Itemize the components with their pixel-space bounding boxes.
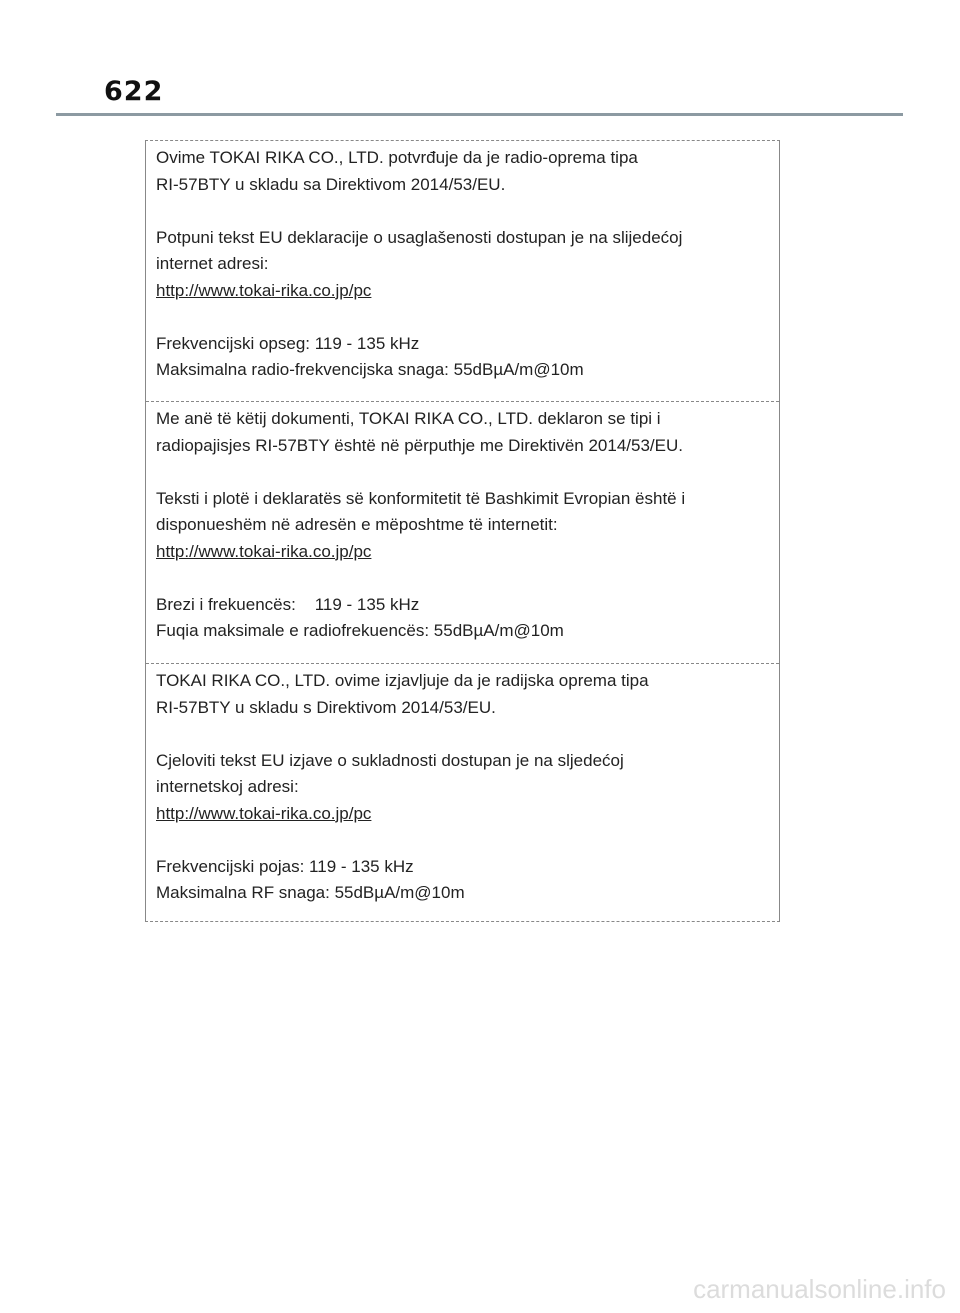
paragraph-gap [156,304,769,331]
max-power: Fuqia maksimale e radiofrekuencës: 55dBµA/m@10m [156,621,564,640]
intro-line: RI-57BTY u skladu s Direktivom 2014/53/EU. [156,697,496,717]
declaration-section-albanian [146,402,779,664]
intro-line: RI-57BTY u skladu sa Direktivom 2014/53/EU. [156,174,506,194]
frequency-range: Brezi i frekuencës: 119 - 135 kHz [156,594,420,614]
frequency-range: Frekvencijski pojas: 119 - 135 kHz [156,856,414,876]
full-text-line: internet adresi: [156,254,269,273]
paragraph-gap [156,198,769,225]
max-power: Maksimalna radio-frekvencijska snaga: 55dBµA/m@10m [156,360,584,379]
intro-line: TOKAI RIKA CO., LTD. ovime izjavljuje da je radijska oprema tipa [156,671,649,690]
frequency-range: Frekvencijski opseg: 119 - 135 kHz [156,333,420,353]
intro-line-justified [156,145,747,172]
declaration-url-link[interactable]: http://www.tokai-rika.co.jp/pc [156,803,372,823]
declaration-url-link[interactable]: http://www.tokai-rika.co.jp/pc [156,280,372,300]
paragraph-gap [156,827,769,854]
full-text-line: internetskoj adresi: [156,777,299,796]
paragraph-gap [156,565,769,592]
paragraph-gap [156,721,769,748]
full-text-line: disponueshëm në adresën e mëposhtme të internetit: [156,515,558,534]
declaration-url-link[interactable]: http://www.tokai-rika.co.jp/pc [156,541,372,561]
intro-line: Me anë të këtij dokumenti, TOKAI RIKA CO., LTD. deklaron se tipi i [156,409,661,428]
paragraph-gap [156,459,769,486]
intro-text: Ovime TOKAI RIKA CO., LTD. potvrđuje da je radio-oprema tipa [156,148,638,167]
site-watermark: carmanualsonline.info [693,1274,946,1304]
intro-line: radiopajisjes RI-57BTY është në përputhje me Direktivën 2014/53/EU. [156,435,683,455]
full-text-line: Teksti i plotë i deklaratës së konformitetit të Bashkimit Evropian është i [156,488,686,508]
max-power: Maksimalna RF snaga: 55dBµA/m@10m [156,883,465,902]
page-number: 622 [104,76,164,107]
declaration-box [145,140,780,922]
declaration-section-bosnian [146,141,779,402]
declaration-section-croatian [146,664,779,923]
header-rule [56,113,903,116]
full-text-line: Potpuni tekst EU deklaracije o usaglašenosti dostupan je na slijedećoj [156,227,683,247]
full-text-line: Cjeloviti tekst EU izjave o sukladnosti dostupan je na sljedećoj [156,750,624,770]
